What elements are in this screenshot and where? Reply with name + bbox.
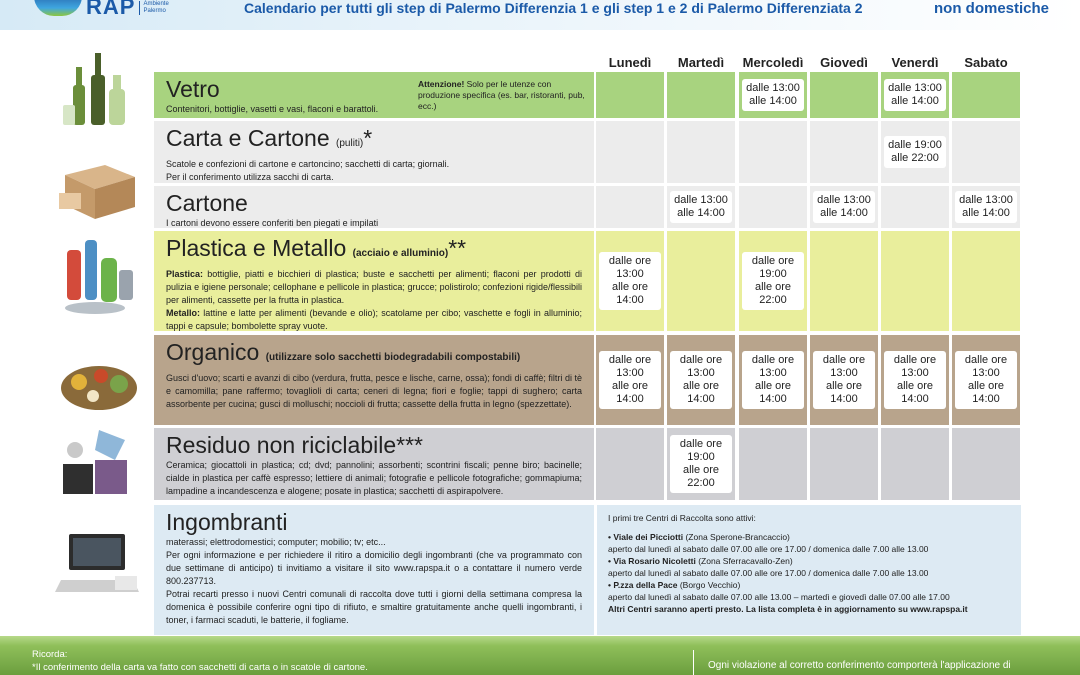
schedule-cell-vetro-mercoledì (739, 72, 807, 118)
rap-logo[interactable] (34, 0, 169, 22)
schedule-cell-plastica-mercoledì (739, 231, 807, 331)
day-header-lunedi: Lunedì (608, 55, 652, 70)
logo-subtitle (139, 1, 168, 15)
cardboard-boxes-icon (55, 135, 143, 223)
category-carta (154, 121, 594, 183)
schedule-cell-vetro-lunedì (596, 72, 664, 118)
schedule-cell-organico-mercoledì (739, 335, 807, 425)
schedule-cell-plastica-sabato (952, 231, 1020, 331)
centri-raccolta-box (597, 505, 1021, 635)
plastica-title: Plastica e Metallo (166, 235, 347, 261)
time-slot: dalle ore 13:00 alle ore 14:00 (599, 351, 661, 409)
organico-title: Organico (166, 339, 260, 365)
time-slot: dalle ore 19:00 alle ore 22:00 (670, 435, 732, 493)
centro-place: • Viale dei Picciotti (608, 532, 684, 542)
time-slot: dalle ore 13:00 alle ore 14:00 (884, 351, 946, 409)
logo-text: RAP (86, 0, 136, 19)
day-header-sabato: Sabato (964, 55, 1008, 70)
schedule-cell-carta-martedì (667, 121, 735, 183)
schedule-cell-organico-venerdì (881, 335, 949, 425)
time-slot: dalle ore 13:00 alle ore 14:00 (599, 252, 661, 310)
logo-swoosh-icon (34, 0, 82, 16)
schedule-cell-carta-lunedì (596, 121, 664, 183)
schedule-cell-vetro-martedì (667, 72, 735, 118)
schedule-cell-cartone-sabato (952, 186, 1020, 228)
centro-place: • P.zza della Pace (608, 580, 678, 590)
category-desc-carta-2: Per il conferimento utilizza sacchi di carta. (166, 172, 334, 182)
logo-sub-1: Ambiente (143, 1, 169, 7)
footer-right-text: Ogni violazione al corretto conferimento comporterà l'applicazione di (708, 660, 1011, 671)
category-desc-carta-1: Scatole e confezioni di cartone e cartoncino; sacchetti di carta; giornali. (166, 159, 450, 169)
category-title-ingombranti: Ingombranti (166, 509, 288, 535)
metallo-label: Metallo: (166, 308, 201, 318)
carta-title: Carta e Cartone (166, 125, 330, 151)
schedule-cell-carta-venerdì (881, 121, 949, 183)
centri-final-note: Altri Centri saranno aperti presto. La lista completa è in aggiornamento su www.rapspa.it (608, 604, 968, 614)
schedule-cell-residuo-venerdì (881, 428, 949, 500)
time-slot: dalle ore 19:00 alle ore 22:00 (742, 252, 804, 310)
centro-item (608, 579, 1010, 603)
time-slot: dalle ore 13:00 alle ore 14:00 (742, 351, 804, 409)
centro-item (608, 555, 1010, 579)
centro-zone: (Borgo Vecchio) (677, 580, 741, 590)
schedule-cell-cartone-mercoledì (739, 186, 807, 228)
schedule-cell-vetro-venerdì (881, 72, 949, 118)
schedule-cell-residuo-sabato (952, 428, 1020, 500)
centro-hours: aperto dal lunedì al sabato dalle 07.00 alle 13.00 – martedì e giovedì dalle 07.00 alle 17.00 (608, 592, 950, 602)
carta-sub: (puliti) (336, 138, 364, 149)
category-desc-ingombranti-2: Per ogni informazione e per richiedere il ritiro a domicilio degli ingombranti (che va programmato con due settimane di anticipo) ti invitiamo a visitare il sito www.rapspa.it o a contattare il numero verde 800.237713. (166, 550, 582, 586)
centro-zone: (Zona Sferracavallo-Zen) (695, 556, 793, 566)
schedule-cell-plastica-venerdì (881, 231, 949, 331)
plastica-mark: ** (448, 235, 467, 261)
residuo-mark: *** (396, 432, 423, 458)
day-header-venerdi: Venerdì (891, 55, 939, 70)
schedule-cell-plastica-giovedì (810, 231, 878, 331)
category-desc-organico: Gusci d'uovo; scarti e avanzi di cibo (verdura, frutta, pesce e lische, carne, ossa); fondi di caffè; filtri di tè e camomilla; pane raffermo; tovaglioli di carta; ceneri di legna; fiori e foglie; tappi di sughero; carta assorbente per cucina; gusci di molluschi; noccioli di frutta; cassette della frutta in legno (spezzettate). (166, 373, 582, 409)
time-slot: dalle ore 13:00 alle ore 14:00 (813, 351, 875, 409)
schedule-cell-organico-sabato (952, 335, 1020, 425)
schedule-cell-residuo-lunedì (596, 428, 664, 500)
time-slot: dalle 19:00 alle 22:00 (884, 136, 946, 168)
schedule-cell-cartone-venerdì (881, 186, 949, 228)
organic-waste-icon (55, 338, 143, 426)
schedule-cell-carta-sabato (952, 121, 1020, 183)
schedule-cell-organico-giovedì (810, 335, 878, 425)
category-desc-plastica (166, 268, 582, 307)
time-slot: dalle 13:00 alle 14:00 (670, 191, 732, 223)
schedule-cell-vetro-giovedì (810, 72, 878, 118)
category-plastica (154, 231, 594, 331)
category-desc-ingombranti-3: Potrai recarti presso i nuovi Centri comunali di raccolta dove tutti i giorni della settimana compresa la domenica è possibile conferire ogni tipo di rifiuto, e smaltire gratuitamente anche quelli ingombranti, i toner, i farmaci scaduti, le batterie, il fogliame. (166, 589, 582, 625)
category-desc-vetro: Contenitori, bottiglie, vasetti e vasi, flaconi e barattoli. (166, 104, 379, 114)
header-right-label: non domestiche (934, 0, 1050, 17)
logo-sub-2: Palermo (143, 8, 166, 14)
category-title-plastica (166, 234, 582, 268)
schedule-cell-organico-lunedì (596, 335, 664, 425)
day-header-mercoledi: Mercoledì (742, 55, 804, 70)
schedule-cell-plastica-lunedì (596, 231, 664, 331)
plastic-metal-icon (55, 230, 143, 318)
plastica-desc: bottiglie, piatti e bicchieri di plastica; buste e sacchetti per alimenti; flaconi per prodotti di pulizia e igiene personale; cellophane e pellicole in plastica; grucce; polistirolo; confezioni rigide/flessibili per alimenti, cassette per la frutta in plastica. (166, 269, 582, 305)
category-organico (154, 335, 594, 425)
footer-notes (32, 648, 368, 674)
schedule-cell-cartone-giovedì (810, 186, 878, 228)
category-title-organico (166, 338, 582, 372)
category-residuo (154, 428, 594, 500)
schedule-cell-vetro-sabato (952, 72, 1020, 118)
schedule-cell-residuo-giovedì (810, 428, 878, 500)
schedule-cell-carta-mercoledì (739, 121, 807, 183)
footer-divider (693, 650, 694, 675)
day-header-martedi: Martedì (677, 55, 725, 70)
category-title-vetro: Vetro (166, 76, 220, 102)
schedule-cell-residuo-mercoledì (739, 428, 807, 500)
category-title-residuo (166, 431, 582, 459)
schedule-cell-residuo-martedì (667, 428, 735, 500)
centro-item (608, 531, 1010, 555)
schedule-cell-plastica-martedì (667, 231, 735, 331)
time-slot: dalle 13:00 alle 14:00 (884, 79, 946, 111)
centro-hours: aperto dal lunedì al sabato dalle 07.00 alle ore 17.00 / domenica dalle 7.00 alle 13.00 (608, 544, 929, 554)
schedule-cell-cartone-martedì (667, 186, 735, 228)
vetro-note-text: Solo per le utenze con produzione specifica (es. bar, ristoranti, pub, ecc.) (418, 79, 585, 111)
organico-sub: (utilizzare solo sacchetti biodegradabili compostabili) (265, 352, 521, 363)
centro-zone: (Zona Sperone-Brancaccio) (683, 532, 790, 542)
laptop-icon (55, 520, 143, 608)
time-slot: dalle ore 13:00 alle ore 14:00 (955, 351, 1017, 409)
time-slot: dalle 13:00 alle 14:00 (955, 191, 1017, 223)
category-title-carta (166, 124, 582, 158)
category-desc-residuo: Ceramica; giocattoli in plastica; cd; dvd; pannolini; assorbenti; scontrini fiscali; penne biro; bacinelle; cialde in plastica per caffè espresso; lettiere di animali; fotografie e pellicole fotografiche; gommapiuma; lampadine a incandescenza e alogene; posate in plastica; sacchetti di aspirapolvere. (166, 460, 582, 496)
plastica-sub: (acciaio e alluminio) (352, 248, 449, 259)
centro-place: • Via Rosario Nicoletti (608, 556, 696, 566)
page-title: Calendario per tutti gli step di Palermo Differenzia 1 e gli step 1 e 2 di Palermo Differenziata 2 (244, 0, 863, 16)
centri-intro: I primi tre Centri di Raccolta sono attivi: (608, 513, 756, 523)
schedule-cell-cartone-lunedì (596, 186, 664, 228)
category-desc-metallo (166, 307, 582, 333)
schedule-cell-organico-martedì (667, 335, 735, 425)
plastica-label: Plastica: (166, 269, 204, 279)
time-slot: dalle 13:00 alle 14:00 (742, 79, 804, 111)
category-desc-cartone: I cartoni devono essere conferiti ben piegati e impilati (166, 218, 379, 228)
residuo-title: Residuo non riciclabile (166, 432, 397, 458)
glass-bottles-icon (55, 45, 143, 133)
day-header-giovedi: Giovedì (820, 55, 868, 70)
time-slot: dalle ore 13:00 alle ore 14:00 (670, 351, 732, 409)
metallo-desc: lattine e latte per alimenti (bevande e olio); scatolame per cibo; vaschette e fogli in alluminio; tappi e capsule; bombolette spray vuote. (166, 308, 582, 331)
category-cartone (154, 186, 594, 228)
time-slot: dalle 13:00 alle 14:00 (813, 191, 875, 223)
residual-waste-icon (55, 420, 143, 508)
category-title-cartone: Cartone (166, 190, 248, 216)
vetro-note (418, 79, 588, 112)
category-ingombranti (154, 505, 594, 635)
schedule-cell-carta-giovedì (810, 121, 878, 183)
carta-mark: * (363, 125, 373, 151)
footer-ricorda: Ricorda: (32, 649, 68, 660)
footer-note-1: *Il conferimento della carta va fatto con sacchetti di carta o in scatole di cartone. (32, 662, 368, 673)
vetro-note-bold: Attenzione! (418, 79, 465, 89)
centro-hours: aperto dal lunedì al sabato dalle 07.00 alle ore 17.00 / domenica dalle 7.00 alle 13.00 (608, 568, 929, 578)
category-desc-ingombranti-1: materassi; elettrodomestici; computer; mobilio; tv; etc... (166, 537, 386, 547)
